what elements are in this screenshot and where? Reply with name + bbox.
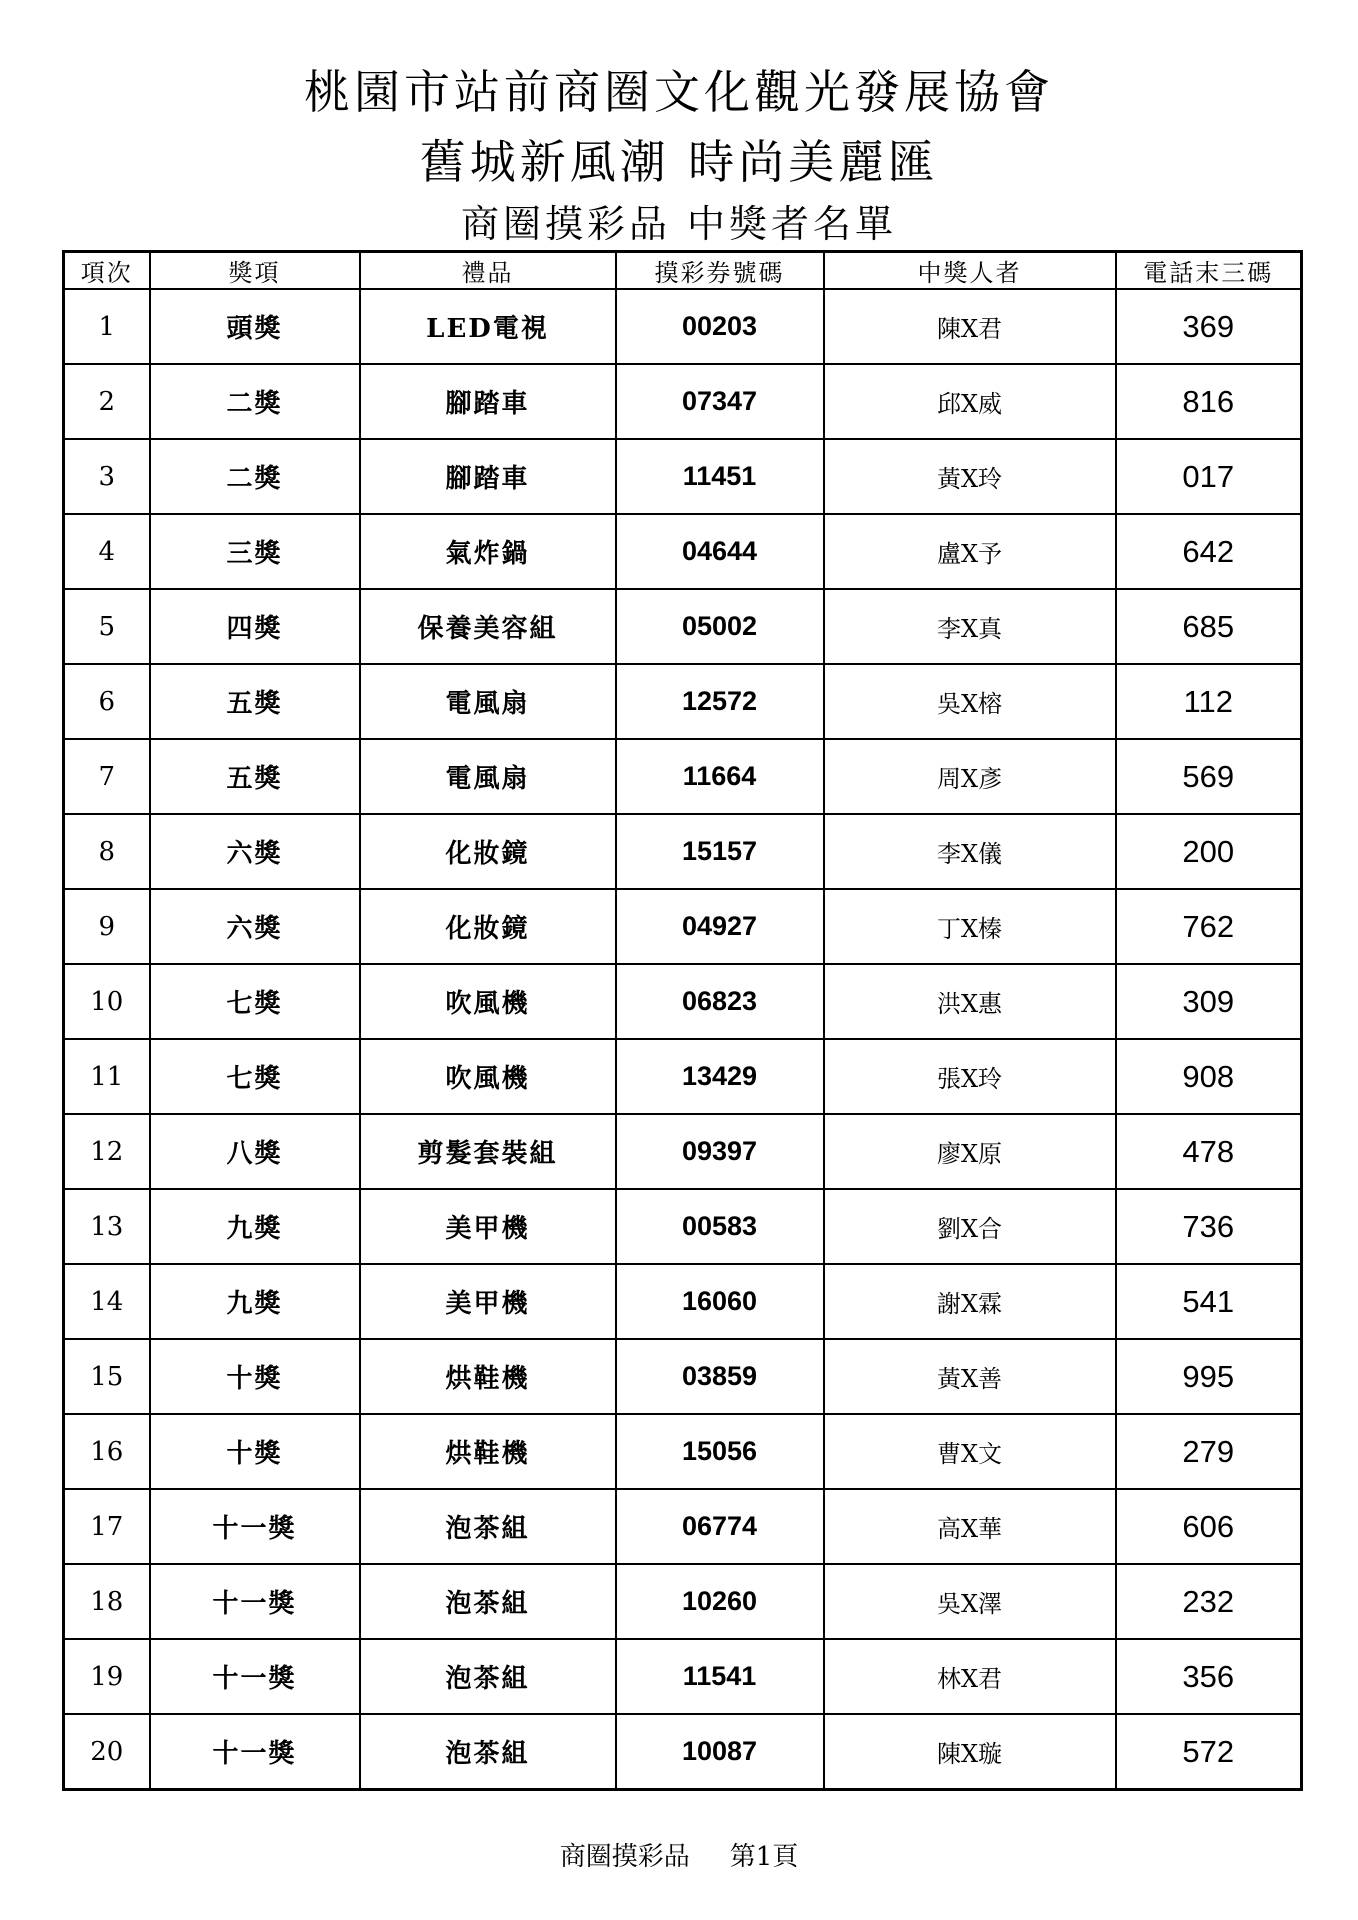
item-number-cell: 15: [64, 1339, 150, 1414]
item-number-cell: 1: [64, 289, 150, 364]
phone-last-three-cell: 478: [1116, 1114, 1302, 1189]
phone-last-three-cell: 816: [1116, 364, 1302, 439]
column-header-ticket-number: 摸彩券號碼: [616, 252, 824, 290]
item-number-cell: 20: [64, 1714, 150, 1790]
prize-cell: 十獎: [150, 1414, 360, 1489]
phone-last-three-cell: 995: [1116, 1339, 1302, 1414]
winner-name-cell: 曹X文: [824, 1414, 1116, 1489]
ticket-number-cell: 09397: [616, 1114, 824, 1189]
item-number-cell: 11: [64, 1039, 150, 1114]
document-subtitle: 舊城新風潮 時尚美麗匯: [419, 135, 939, 189]
phone-last-three-cell: 279: [1116, 1414, 1302, 1489]
winner-name-cell: 盧X予: [824, 514, 1116, 589]
phone-last-three-cell: 685: [1116, 589, 1302, 664]
item-number-cell: 12: [64, 1114, 150, 1189]
prize-cell: 七獎: [150, 1039, 360, 1114]
prize-cell: 六獎: [150, 889, 360, 964]
phone-last-three-cell: 908: [1116, 1039, 1302, 1114]
prize-cell: 十獎: [150, 1339, 360, 1414]
column-header-prize: 獎項: [150, 252, 360, 290]
gift-cell: 吹風機: [360, 964, 616, 1039]
table-row: [64, 889, 1302, 964]
prize-cell: 二獎: [150, 439, 360, 514]
column-header-winner: 中獎人者: [824, 252, 1116, 290]
prize-cell: 九獎: [150, 1264, 360, 1339]
winner-name-cell: 陳X璇: [824, 1714, 1116, 1790]
item-number-cell: 17: [64, 1489, 150, 1564]
winners-table: [62, 250, 1303, 1791]
winner-name-cell: 邱X威: [824, 364, 1116, 439]
table-row: [64, 1264, 1302, 1339]
gift-cell: 電風扇: [360, 664, 616, 739]
table-row: [64, 589, 1302, 664]
winner-name-cell: 吳X榕: [824, 664, 1116, 739]
item-number-cell: 3: [64, 439, 150, 514]
gift-cell: 吹風機: [360, 1039, 616, 1114]
prize-cell: 十一獎: [150, 1564, 360, 1639]
item-number-cell: 5: [64, 589, 150, 664]
item-number-cell: 9: [64, 889, 150, 964]
item-number-cell: 19: [64, 1639, 150, 1714]
gift-cell: 烘鞋機: [360, 1339, 616, 1414]
winner-name-cell: 丁X榛: [824, 889, 1116, 964]
winner-name-cell: 黃X善: [824, 1339, 1116, 1414]
phone-last-three-cell: 112: [1116, 664, 1302, 739]
table-row: [64, 1489, 1302, 1564]
phone-last-three-cell: 736: [1116, 1189, 1302, 1264]
document-title: 桃園市站前商圈文化觀光發展協會: [304, 65, 1054, 119]
prize-cell: 五獎: [150, 739, 360, 814]
gift-cell: 美甲機: [360, 1189, 616, 1264]
prize-cell: 七獎: [150, 964, 360, 1039]
item-number-cell: 4: [64, 514, 150, 589]
winner-name-cell: 李X儀: [824, 814, 1116, 889]
table-row: [64, 739, 1302, 814]
table-row: [64, 964, 1302, 1039]
gift-cell: 化妝鏡: [360, 814, 616, 889]
table-row: [64, 439, 1302, 514]
prize-cell: 四獎: [150, 589, 360, 664]
item-number-cell: 16: [64, 1414, 150, 1489]
gift-cell: 美甲機: [360, 1264, 616, 1339]
table-row: [64, 1639, 1302, 1714]
table-row: [64, 814, 1302, 889]
phone-last-three-cell: 762: [1116, 889, 1302, 964]
gift-cell: LED電視: [360, 289, 616, 364]
item-number-cell: 7: [64, 739, 150, 814]
gift-cell: 泡茶組: [360, 1489, 616, 1564]
prize-cell: 二獎: [150, 364, 360, 439]
ticket-number-cell: 11664: [616, 739, 824, 814]
phone-last-three-cell: 309: [1116, 964, 1302, 1039]
item-number-cell: 14: [64, 1264, 150, 1339]
ticket-number-cell: 11541: [616, 1639, 824, 1714]
ticket-number-cell: 04927: [616, 889, 824, 964]
phone-last-three-cell: 356: [1116, 1639, 1302, 1714]
winner-name-cell: 林X君: [824, 1639, 1116, 1714]
prize-cell: 八獎: [150, 1114, 360, 1189]
winner-name-cell: 洪X惠: [824, 964, 1116, 1039]
winner-name-cell: 陳X君: [824, 289, 1116, 364]
gift-cell: 剪髮套裝組: [360, 1114, 616, 1189]
winner-name-cell: 謝X霖: [824, 1264, 1116, 1339]
table-header-row: [64, 252, 1302, 290]
ticket-number-cell: 03859: [616, 1339, 824, 1414]
winner-name-cell: 張X玲: [824, 1039, 1116, 1114]
ticket-number-cell: 13429: [616, 1039, 824, 1114]
ticket-number-cell: 16060: [616, 1264, 824, 1339]
gift-cell: 腳踏車: [360, 364, 616, 439]
phone-last-three-cell: 232: [1116, 1564, 1302, 1639]
phone-last-three-cell: 606: [1116, 1489, 1302, 1564]
prize-cell: 五獎: [150, 664, 360, 739]
ticket-number-cell: 06774: [616, 1489, 824, 1564]
phone-last-three-cell: 642: [1116, 514, 1302, 589]
ticket-number-cell: 04644: [616, 514, 824, 589]
winner-name-cell: 周X彥: [824, 739, 1116, 814]
prize-cell: 三獎: [150, 514, 360, 589]
page-footer: [0, 1840, 1358, 1874]
page-number: 第1頁: [729, 1842, 799, 1872]
gift-cell: 保養美容組: [360, 589, 616, 664]
winner-name-cell: 劉X合: [824, 1189, 1116, 1264]
item-number-cell: 6: [64, 664, 150, 739]
ticket-number-cell: 11451: [616, 439, 824, 514]
list-title: 商圈摸彩品 中獎者名單: [460, 202, 898, 246]
winner-name-cell: 廖X原: [824, 1114, 1116, 1189]
table-row: [64, 1339, 1302, 1414]
item-number-cell: 13: [64, 1189, 150, 1264]
prize-cell: 十一獎: [150, 1714, 360, 1790]
gift-cell: 腳踏車: [360, 439, 616, 514]
ticket-number-cell: 00203: [616, 289, 824, 364]
table-body: [64, 289, 1302, 1790]
prize-cell: 六獎: [150, 814, 360, 889]
phone-last-three-cell: 572: [1116, 1714, 1302, 1790]
winner-name-cell: 高X華: [824, 1489, 1116, 1564]
phone-last-three-cell: 569: [1116, 739, 1302, 814]
gift-cell: 泡茶組: [360, 1564, 616, 1639]
column-header-item-no: 項次: [64, 252, 150, 290]
table-row: [64, 1714, 1302, 1790]
winner-name-cell: 黃X玲: [824, 439, 1116, 514]
winner-name-cell: 李X真: [824, 589, 1116, 664]
table-row: [64, 1414, 1302, 1489]
winner-name-cell: 吳X澤: [824, 1564, 1116, 1639]
gift-cell: 泡茶組: [360, 1714, 616, 1790]
ticket-number-cell: 05002: [616, 589, 824, 664]
table-row: [64, 1039, 1302, 1114]
phone-last-three-cell: 369: [1116, 289, 1302, 364]
prize-cell: 十一獎: [150, 1639, 360, 1714]
ticket-number-cell: 07347: [616, 364, 824, 439]
item-number-cell: 8: [64, 814, 150, 889]
phone-last-three-cell: 541: [1116, 1264, 1302, 1339]
gift-cell: 電風扇: [360, 739, 616, 814]
ticket-number-cell: 12572: [616, 664, 824, 739]
prize-cell: 頭獎: [150, 289, 360, 364]
table-row: [64, 1189, 1302, 1264]
table-row: [64, 514, 1302, 589]
footer-label: 商圈摸彩品: [559, 1842, 690, 1872]
ticket-number-cell: 10260: [616, 1564, 824, 1639]
table-row: [64, 364, 1302, 439]
item-number-cell: 2: [64, 364, 150, 439]
prize-cell: 九獎: [150, 1189, 360, 1264]
item-number-cell: 10: [64, 964, 150, 1039]
gift-cell: 泡茶組: [360, 1639, 616, 1714]
gift-cell: 氣炸鍋: [360, 514, 616, 589]
ticket-number-cell: 15056: [616, 1414, 824, 1489]
gift-cell: 烘鞋機: [360, 1414, 616, 1489]
prize-cell: 十一獎: [150, 1489, 360, 1564]
phone-last-three-cell: 017: [1116, 439, 1302, 514]
table-row: [64, 1564, 1302, 1639]
gift-cell: 化妝鏡: [360, 889, 616, 964]
column-header-gift: 禮品: [360, 252, 616, 290]
table-row: [64, 1114, 1302, 1189]
ticket-number-cell: 06823: [616, 964, 824, 1039]
column-header-phone-last-three: 電話末三碼: [1116, 252, 1302, 290]
ticket-number-cell: 15157: [616, 814, 824, 889]
phone-last-three-cell: 200: [1116, 814, 1302, 889]
table-row: [64, 664, 1302, 739]
table-row: [64, 289, 1302, 364]
item-number-cell: 18: [64, 1564, 150, 1639]
ticket-number-cell: 00583: [616, 1189, 824, 1264]
ticket-number-cell: 10087: [616, 1714, 824, 1790]
